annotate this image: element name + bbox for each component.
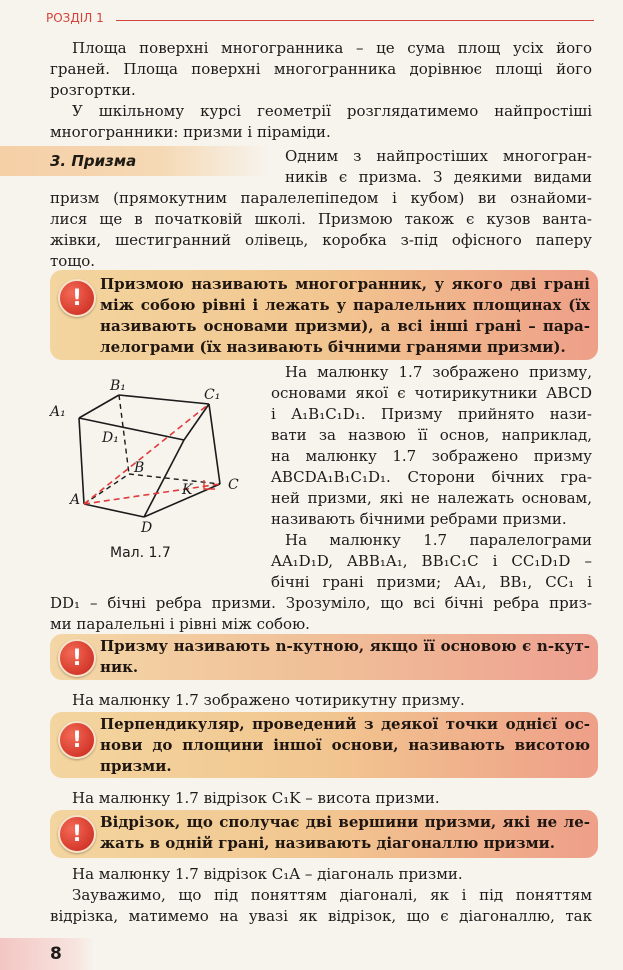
body-line: на малюнку 1.7 зображено призму xyxy=(271,447,592,465)
intro-line: розгортки. xyxy=(50,81,136,99)
body-line: Зауважимо, що під поняттям діагоналі, як і під поняттям xyxy=(72,886,592,904)
section-line: жівки, шестигранний олівець, коробка з-під офісного паперу xyxy=(50,231,592,249)
body-line: На малюнку 1.7 паралелограми xyxy=(285,531,592,549)
definition-line: Відрізок, що сполучає дві вершини призми, які не ле- xyxy=(100,813,590,831)
body-line: На малюнку 1.7 зображено чотирикутну призму. xyxy=(72,691,465,709)
definition-line: називають основами призми), а всі інші грані – пара- xyxy=(100,317,590,335)
section-line: Одним з найпростіших многогран- xyxy=(285,147,592,165)
warning-icon: ! xyxy=(58,815,96,853)
definition-line: нови до площини іншої основи, називають висотою xyxy=(100,736,590,754)
section-line: ників є призма. З деякими видами xyxy=(285,168,592,186)
body-line: На малюнку 1.7 відрізок C₁K – висота призми. xyxy=(72,789,440,807)
body-line: бічні грані призми; AA₁, BB₁, CC₁ і xyxy=(271,573,592,591)
body-line: основами якої є чотирикутники ABCD xyxy=(271,384,592,402)
definition-line: лелограми (їх називають бічними гранями призми). xyxy=(100,338,566,356)
definition-line: призми. xyxy=(100,757,172,775)
body-line: На малюнку 1.7 відрізок C₁A – діагональ призми. xyxy=(72,865,463,883)
definition-line: ник. xyxy=(100,658,139,676)
body-line: відрізка, матимемо на увазі як відрізок, що є діагоналлю, так xyxy=(50,907,592,925)
vertex-label: B₁ xyxy=(110,378,126,394)
section-header-label: РОЗДІЛ 1 xyxy=(46,11,104,25)
section-line: тощо. xyxy=(50,252,96,270)
vertex-label: D₁ xyxy=(102,430,119,446)
definition-line: між собою рівні і лежать у паралельних площинах (їх xyxy=(100,296,590,314)
definition-line: Перпендикуляр, проведений з деякої точки однієї ос- xyxy=(100,715,590,733)
body-line: На малюнку 1.7 зображено призму, xyxy=(285,363,592,381)
body-line: ABCDA₁B₁C₁D₁. Сторони бічних гра- xyxy=(271,468,592,486)
intro-line: Площа поверхні многогранника – це сума площ усіх його xyxy=(72,39,592,57)
definition-line: Призмою називають многогранник, у якого дві грані xyxy=(100,275,590,293)
vertex-label: C xyxy=(228,477,239,493)
warning-icon: ! xyxy=(58,721,96,759)
body-line: DD₁ – бічні ребра призми. Зрозуміло, що всі бічні ребра приз- xyxy=(50,594,592,612)
page-number-tab xyxy=(0,938,95,970)
header-rule xyxy=(116,20,594,21)
intro-line: многогранники: призми і піраміди. xyxy=(50,123,331,141)
vertex-label: K xyxy=(182,482,193,498)
section-title: 3. Призма xyxy=(50,152,137,170)
vertex-label: A₁ xyxy=(50,404,66,420)
figure-caption: Мал. 1.7 xyxy=(110,545,171,561)
prism-figure xyxy=(44,372,264,542)
body-line: вати за назвою її основ, наприклад, xyxy=(271,426,592,444)
section-line: лися ще в початковій школі. Призмою також є кузов ванта- xyxy=(50,210,592,228)
intro-line: У шкільному курсі геометрії розглядатимемо найпростіші xyxy=(72,102,592,120)
intro-line: граней. Площа поверхні многогранника дорівнює площі його xyxy=(50,60,592,78)
section-line: призм (прямокутним паралелепіпедом і кубом) ви ознайоми- xyxy=(50,189,592,207)
body-line: AA₁D₁D, ABB₁A₁, BB₁C₁C і CC₁D₁D – xyxy=(271,552,592,570)
page-number: 8 xyxy=(50,944,62,964)
definition-line: жать в одній грані, називають діагоналлю призми. xyxy=(100,834,555,852)
body-line: і A₁B₁C₁D₁. Призму прийнято нази- xyxy=(271,405,592,423)
vertex-label: B xyxy=(134,460,145,476)
body-line: ми паралельні і рівні між собою. xyxy=(50,615,310,633)
warning-icon: ! xyxy=(58,639,96,677)
body-line: ней призми, які не належать основам, xyxy=(271,489,592,507)
vertex-label: D xyxy=(141,520,153,536)
vertex-label: C₁ xyxy=(204,387,221,403)
definition-line: Призму називають n-кутною, якщо її основою є n-кут- xyxy=(100,637,590,655)
warning-icon: ! xyxy=(58,279,96,317)
body-line: називають бічними ребрами призми. xyxy=(271,510,567,528)
vertex-label: A xyxy=(70,492,81,508)
